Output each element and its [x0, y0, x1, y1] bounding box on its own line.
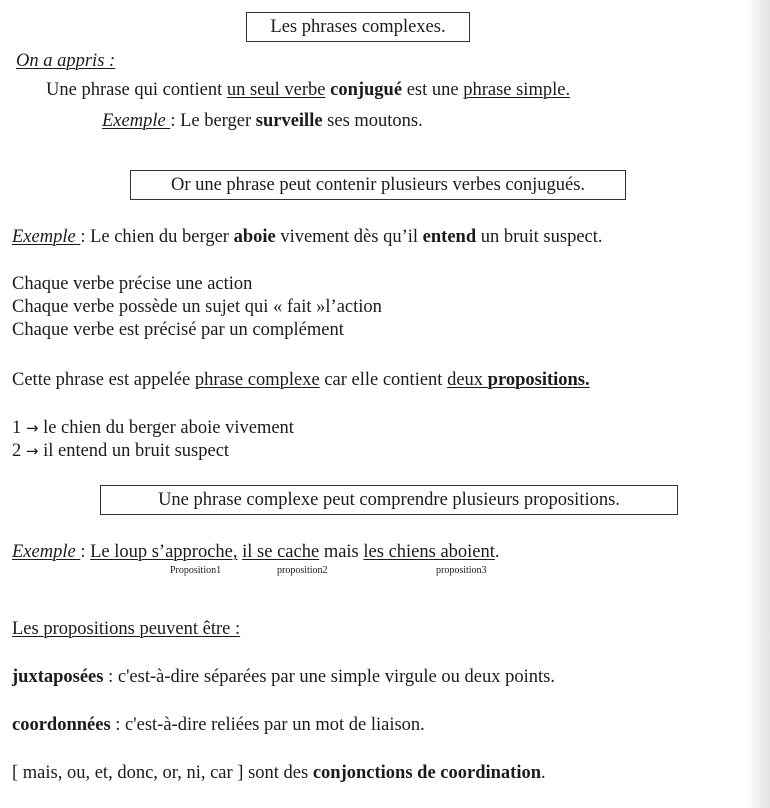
simple-sentence-example: Exemple : Le berger surveille ses moutons. — [102, 111, 423, 131]
complex-example: Exemple : Le chien du berger aboie vivement dès qu’il entend un bruit suspect. — [12, 227, 603, 247]
title-box — [246, 12, 470, 42]
juxtaposed-definition: juxtaposées : c'est-à-dire séparées par une simple virgule ou deux points. — [12, 667, 555, 687]
point-line: Chaque verbe est précisé par un complément — [12, 320, 344, 340]
page-title: Les phrases complexes. — [270, 17, 446, 37]
proposition-line: 1 → le chien du berger aboie vivement — [12, 418, 294, 438]
proposition-label: Proposition1 — [170, 565, 222, 576]
coordination-conjunctions: [ mais, ou, et, donc, or, ni, car ] sont des conjonctions de coordination. — [12, 763, 546, 783]
coordinated-definition: coordonnées : c'est-à-dire reliées par un mot de liaison. — [12, 715, 425, 735]
page-edge-shadow — [746, 0, 770, 808]
rule-box-multiple-propositions: Une phrase complexe peut comprendre plusieurs propositions. — [100, 485, 678, 515]
complex-sentence-definition: Cette phrase est appelée phrase complexe car elle contient deux propositions. — [12, 370, 590, 390]
point-line: Chaque verbe possède un sujet qui « fait »l’action — [12, 297, 382, 317]
simple-sentence-definition: Une phrase qui contient un seul verbe conjugué est une phrase simple. — [46, 80, 571, 100]
proposition-label: proposition2 — [277, 565, 328, 576]
proposition-line: 2 → il entend un bruit suspect — [12, 441, 230, 461]
types-heading: Les propositions peuvent être : — [12, 619, 241, 639]
proposition-label: proposition3 — [436, 565, 487, 576]
recap-heading: On a appris : — [16, 51, 116, 71]
point-line: Chaque verbe précise une action — [12, 274, 253, 294]
propositions-example: Exemple : Le loup s’approche, il se cache mais les chiens aboient. — [12, 542, 500, 562]
arrow-right-icon: → — [25, 442, 39, 460]
rule-box-multiple-verbs: Or une phrase peut contenir plusieurs verbes conjugués. — [130, 170, 626, 200]
arrow-right-icon: → — [25, 419, 39, 437]
